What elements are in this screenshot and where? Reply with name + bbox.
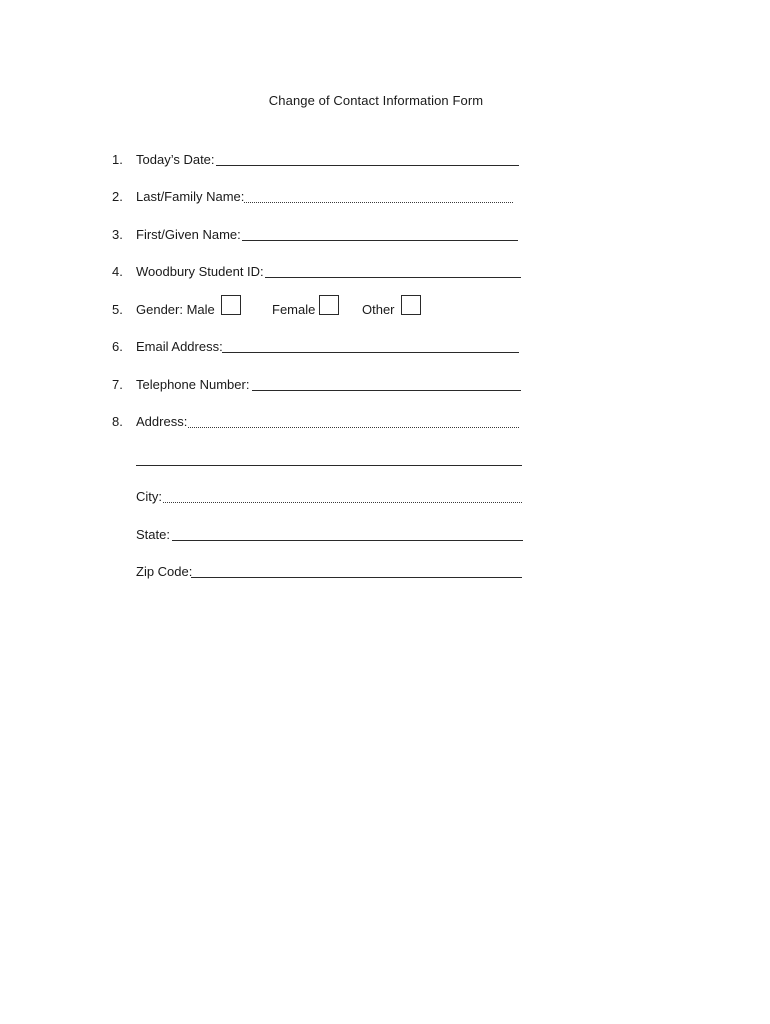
field-label: Email Address: — [136, 339, 223, 354]
field-label: Telephone Number: — [136, 377, 250, 392]
item-number: 8. — [112, 414, 123, 429]
field-label: Address: — [136, 414, 188, 429]
item-number: 1. — [112, 152, 123, 167]
field-label: Today’s Date: — [136, 152, 215, 167]
gender-other-label: Other — [362, 302, 395, 317]
city-label: City: — [136, 489, 162, 504]
city-input-line[interactable] — [163, 502, 522, 503]
address-line-1-input[interactable] — [188, 427, 519, 428]
zip-code-input-line[interactable] — [191, 577, 522, 578]
gender-female-checkbox[interactable] — [319, 295, 339, 315]
page-title: Change of Contact Information Form — [268, 93, 484, 108]
email-input-line[interactable] — [222, 352, 519, 353]
state-input-line[interactable] — [172, 540, 523, 541]
zip-code-label: Zip Code: — [136, 564, 193, 579]
item-number: 4. — [112, 264, 123, 279]
field-label: Woodbury Student ID: — [136, 264, 264, 279]
item-number: 6. — [112, 339, 123, 354]
field-label: Last/Family Name: — [136, 189, 245, 204]
todays-date-input-line[interactable] — [216, 165, 519, 166]
telephone-input-line[interactable] — [252, 390, 521, 391]
item-number: 2. — [112, 189, 123, 204]
item-number: 5. — [112, 302, 123, 317]
item-number: 3. — [112, 227, 123, 242]
gender-male-checkbox[interactable] — [221, 295, 241, 315]
last-name-input-line[interactable] — [244, 202, 513, 203]
gender-female-label: Female — [272, 302, 316, 317]
field-label: Gender: Male — [136, 302, 215, 317]
item-number: 7. — [112, 377, 123, 392]
first-name-input-line[interactable] — [242, 240, 518, 241]
address-line-2-input[interactable] — [136, 465, 522, 466]
gender-other-checkbox[interactable] — [401, 295, 421, 315]
field-label: First/Given Name: — [136, 227, 241, 242]
state-label: State: — [136, 527, 170, 542]
student-id-input-line[interactable] — [265, 277, 521, 278]
